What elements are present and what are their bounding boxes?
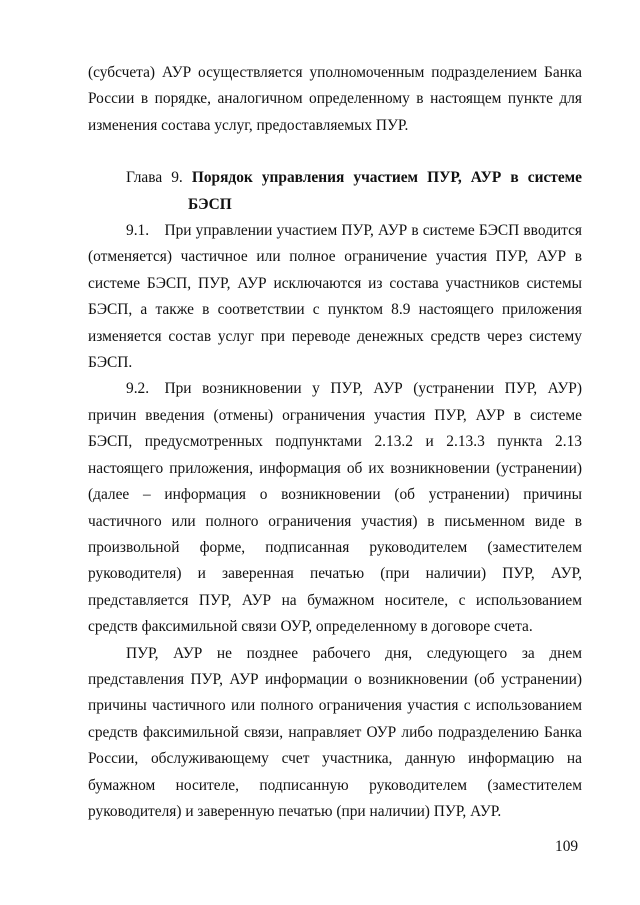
intro-paragraph: (субсчета) АУР осуществляется уполномоченным подразделением Банка России в порядке, аналогичном определенному в настоящем пункте для изменения состава услуг, предоставляемых ПУР. <box>88 64 582 134</box>
paragraph-continuation: ПУР, АУР не позднее рабочего дня, следующего за днем представления ПУР, АУР информации о возникновении (об устранении) причины частичного или полного ограничения участия с использованием средств факсимильной связи, направляет ОУР либо подразделению Банка России, обслуживающему счет участника, данную информацию на бумажном носителе, подписанную руководителем (заместителем руководителя) и заверенную печатью (при наличии) ПУР, АУР. <box>88 644 582 820</box>
document-page <box>88 60 582 825</box>
paragraph-9-2: 9.2. При возникновении у ПУР, АУР (устранении ПУР, АУР) причин введения (отмены) ограничения участия ПУР, АУР в системе БЭСП, предусмотренных подпунктами 2.13.2 и 2.13.3 пункта 2.13 настоящего приложения, информация об их возникновении (устранении) (далее – информация о возникновении (об устранении) причины частичного или полного ограничения участия) в письменном виде в произвольной форме, подписанная руководителем (заместителем руководителя) и заверенная печатью (при наличии) ПУР, АУР, представляется ПУР, АУР на бумажном носителе, с использованием средств факсимильной связи ОУР, определенному в договоре счета. <box>88 380 582 636</box>
chapter-label: Глава 9. <box>126 169 183 187</box>
page-number: 109 <box>555 838 579 855</box>
paragraph-9-1: 9.1. При управлении участием ПУР, АУР в системе БЭСП вводится (отменяется) частичное или полное ограничение участия ПУР, АУР в системе БЭСП, ПУР, АУР исключаются из состава участников системы БЭСП, а также в соответствии с пунктом 8.9 настоящего приложения изменяется состав услуг при переводе денежных средств через систему БЭСП. <box>88 222 582 372</box>
chapter-heading <box>88 165 582 218</box>
chapter-title: Порядок управления участием ПУР, АУР в системе БЭСП <box>188 169 582 213</box>
